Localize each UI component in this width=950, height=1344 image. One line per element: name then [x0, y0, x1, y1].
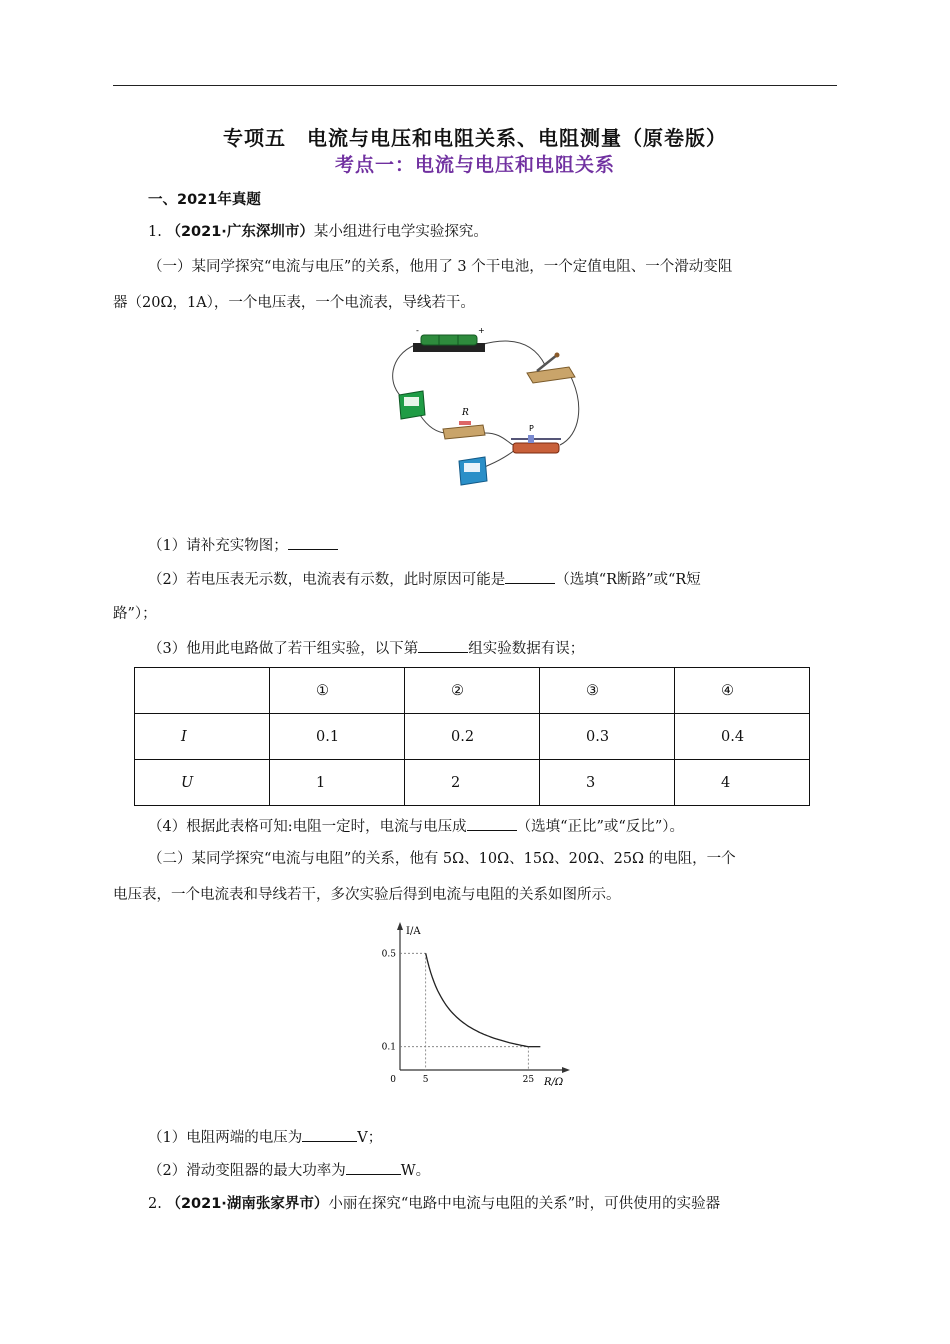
q2-stem-line	[148, 1194, 720, 1214]
q1-sub2-choices: （选填“R断路”或“R短	[555, 572, 701, 588]
table-cell: 0.1	[270, 714, 405, 760]
current-resistance-chart	[376, 920, 576, 1090]
q1-p2sub2-unit: W。	[400, 1163, 431, 1179]
q1-part2-line2: 电压表，一个电流表和导线若干，多次实验后得到电流与电阻的关系如图所示。	[113, 887, 621, 903]
voltmeter-dial	[404, 397, 419, 406]
slider-label: P	[529, 424, 534, 433]
q1-sub3-text: （3）他用此电路做了若干组实验，以下第	[148, 641, 419, 657]
x-axis-label: R/Ω	[544, 1077, 564, 1088]
answer-blank[interactable]	[302, 1127, 357, 1142]
table-row-header: U	[135, 760, 270, 806]
rheostat-slider	[528, 435, 534, 443]
table-cell: 2	[405, 760, 540, 806]
table-row	[135, 668, 810, 714]
table-cell: 0.3	[540, 714, 675, 760]
section-heading: 一、2021年真题	[148, 192, 261, 208]
table-cell: ④	[675, 668, 810, 714]
q1-sub3	[148, 638, 584, 659]
table-row	[135, 760, 810, 806]
wire	[560, 375, 579, 445]
x-tick-label: 0	[390, 1075, 396, 1085]
q2-stem: 小丽在探究“电路中电流与电阻的关系”时，可供使用的实验器	[328, 1196, 721, 1212]
q1-part1-line2: 器（20Ω，1A），一个电压表，一个电流表，导线若干。	[113, 295, 475, 311]
table-cell: 0.2	[405, 714, 540, 760]
q1-p2sub1-unit: V；	[357, 1130, 383, 1146]
q1-source: （2021·广东深圳市）	[166, 224, 314, 240]
battery-cells	[421, 335, 477, 345]
q1-sub1	[148, 535, 338, 556]
q1-p2sub2	[148, 1160, 430, 1181]
q1-sub2	[148, 569, 701, 590]
q1-p2sub2-text: （2）滑动变阻器的最大功率为	[148, 1163, 346, 1179]
header-rule	[113, 85, 837, 86]
q1-sub2-text: （2）若电压表无示数，电流表有示数，此时原因可能是	[148, 572, 506, 588]
page-title: 专项五 电流与电压和电阻关系、电阻测量（原卷版）	[223, 126, 727, 150]
q1-stem: 某小组进行电学实验探究。	[313, 224, 488, 240]
resistor-base	[443, 425, 485, 439]
q1-p2sub1-text: （1）电阻两端的电压为	[148, 1130, 303, 1146]
x-axis-arrow	[562, 1067, 570, 1073]
q1-number: 1.	[148, 224, 162, 240]
q1-part1-line1: （一）某同学探究“电流与电压”的关系，他用了 3 个干电池，一个定值电阻、一个滑动变阻	[148, 259, 733, 275]
q1-p2sub1	[148, 1127, 382, 1148]
table-cell: 0.4	[675, 714, 810, 760]
battery-plus-label: +	[478, 326, 485, 335]
y-tick-label: 0.1	[381, 1042, 396, 1053]
q1-sub4-text: （4）根据此表格可知:电阻一定时，电流与电压成	[148, 819, 467, 835]
answer-blank[interactable]	[467, 816, 517, 831]
answer-blank[interactable]	[505, 569, 555, 584]
rheostat-coil	[513, 443, 559, 453]
answer-blank[interactable]	[346, 1160, 401, 1175]
wire	[480, 341, 545, 365]
q1-sub2-line2: 路”）；	[113, 606, 157, 622]
q1-sub1-text: （1）请补充实物图；	[148, 538, 288, 554]
data-table	[134, 667, 810, 806]
ammeter-dial	[464, 463, 480, 472]
table-row	[135, 714, 810, 760]
page-subtitle: 考点一：电流与电压和电阻关系	[334, 154, 615, 176]
switch-base	[527, 367, 575, 383]
table-cell: 1	[270, 760, 405, 806]
table-cell	[135, 668, 270, 714]
q1-stem-line	[148, 222, 488, 242]
battery-minus-label: -	[416, 326, 419, 335]
table-cell: ①	[270, 668, 405, 714]
switch-knob	[555, 353, 560, 358]
resistor-element	[459, 421, 471, 425]
q1-part2-line1: （二）某同学探究“电流与电阻”的关系，他有 5Ω、10Ω、15Ω、20Ω、25Ω 的电阻，一个	[148, 851, 736, 867]
q1-sub4	[148, 816, 684, 837]
y-axis-arrow	[397, 922, 403, 930]
table-cell: ③	[540, 668, 675, 714]
circuit-diagram	[385, 325, 585, 495]
table-cell: 4	[675, 760, 810, 806]
q1-sub3-text-end: 组实验数据有误；	[468, 641, 585, 657]
table-cell: ②	[405, 668, 540, 714]
series-line-I	[426, 953, 529, 1046]
x-tick-label: 5	[422, 1075, 429, 1085]
table-row-header: I	[135, 714, 270, 760]
wire	[393, 345, 415, 400]
q2-source: （2021·湖南张家界市）	[166, 1196, 329, 1212]
q2-number: 2.	[148, 1196, 162, 1212]
x-tick-label: 25	[522, 1075, 535, 1085]
q1-sub4-choices: （选填“正比”或“反比”）。	[516, 819, 685, 835]
resistor-label: R	[462, 408, 469, 418]
table-cell: 3	[540, 760, 675, 806]
y-tick-label: 0.5	[381, 949, 396, 960]
y-axis-label: I/A	[406, 926, 421, 937]
answer-blank[interactable]	[418, 638, 468, 653]
wire	[485, 433, 513, 445]
answer-blank[interactable]	[288, 535, 338, 550]
